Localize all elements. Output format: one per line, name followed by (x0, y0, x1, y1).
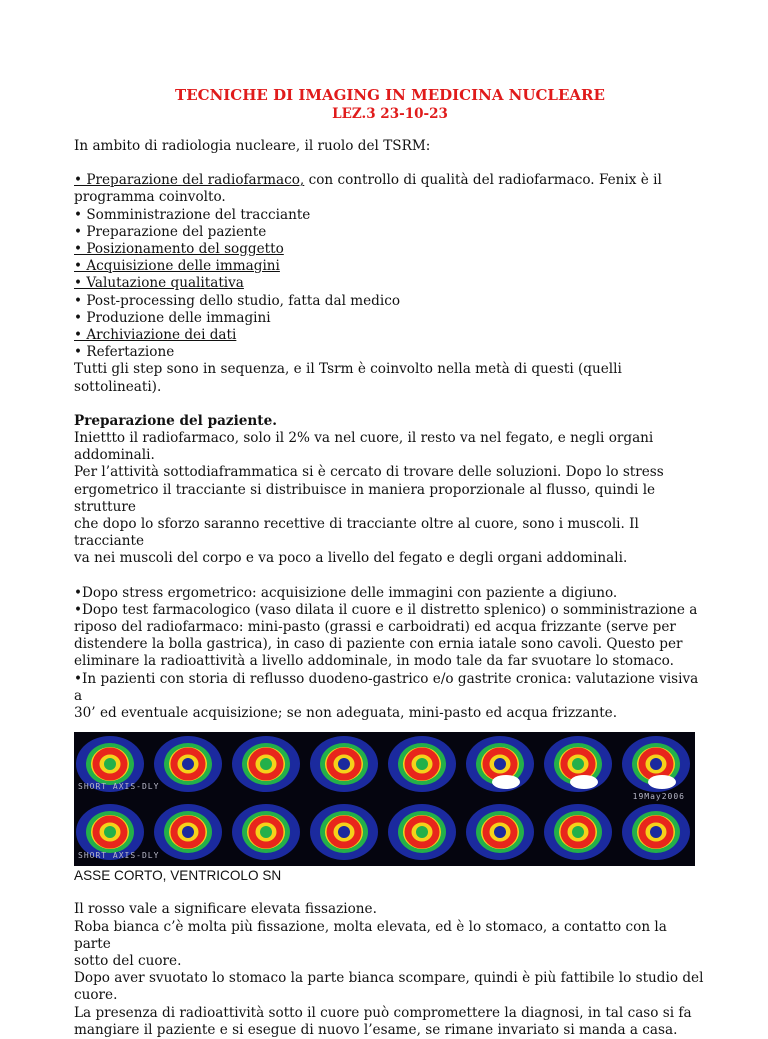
section-paragraph (74, 430, 706, 568)
spect-frame (388, 804, 456, 860)
step-line (74, 344, 706, 361)
intro-paragraph: In ambito di radiologia nucleare, il ruolo del TSRM: (74, 138, 431, 154)
closing-line: mangiare il paziente e si esegue di nuovo l’esame, se rimane invariato si manda a casa. (74, 1021, 678, 1038)
strip-label-bottom: SHORT AXIS-DLY (78, 851, 160, 861)
bullet-line: eliminare la radioattività a livello addominale, in modo tale da far svuotare lo stomaco. (74, 653, 674, 670)
page-title: TECNICHE DI IMAGING IN MEDICINA NUCLEARE (175, 86, 605, 104)
step-underlined: • Preparazione del radiofarmaco, (74, 172, 305, 189)
bullets-paragraph (74, 585, 706, 723)
spect-frame (544, 736, 612, 792)
spect-frame (232, 804, 300, 860)
spect-frame (154, 736, 222, 792)
step-text: • Somministrazione del tracciante (74, 206, 311, 223)
document-page (74, 86, 706, 1039)
step-line (74, 207, 706, 224)
closing-line: sotto del cuore. (74, 952, 182, 969)
step-underlined: • Archiviazione dei dati (74, 327, 237, 344)
lecture-subtitle: LEZ.3 23-10-23 (332, 106, 448, 122)
spect-frame (310, 736, 378, 792)
spect-frame (544, 804, 612, 860)
step-line (74, 327, 706, 344)
spect-frame (466, 804, 534, 860)
tsrm-steps-list (74, 172, 706, 361)
spect-frame (388, 736, 456, 792)
date-stamp: 19May2006 (632, 792, 685, 802)
step-underlined: • Valutazione qualitativa (74, 275, 244, 292)
closing-paragraph (74, 901, 706, 1039)
step-text: programma coinvolto. (74, 189, 226, 206)
step-underlined: • Posizionamento del soggetto (74, 241, 284, 258)
spect-frame (232, 736, 300, 792)
bullet-line: •Dopo stress ergometrico: acquisizione delle immagini con paziente a digiuno. (74, 584, 618, 601)
step-line (74, 172, 706, 189)
step-line (74, 224, 706, 241)
bullet-line: •Dopo test farmacologico (vaso dilata il cuore e il distretto splenico) o somministrazione a (74, 601, 698, 618)
step-text: • Preparazione del paziente (74, 223, 267, 240)
spect-frame (466, 736, 534, 792)
bullet-line: •In pazienti con storia di reflusso duodeno-gastrico e/o gastrite cronica: valutazione visiva a (74, 670, 699, 704)
spect-short-axis-image (74, 732, 695, 866)
bullet-line: 30’ ed eventuale acquisizione; se non adeguata, mini-pasto ed acqua frizzante. (74, 705, 618, 722)
spect-frame (310, 804, 378, 860)
step-line (74, 275, 706, 292)
step-line (74, 189, 706, 206)
bullet-line: riposo del radiofarmaco: mini-pasto (grassi e carboidrati) ed acqua frizzante (serve per (74, 619, 676, 636)
step-line (74, 293, 706, 310)
spect-frame (622, 736, 690, 792)
section-line: Iniettto il radiofarmaco, solo il 2% va nel cuore, il resto va nel fegato, e negli organi addominali. (74, 430, 654, 464)
spect-frames-svg (74, 802, 695, 862)
step-text: • Refertazione (74, 344, 175, 361)
frame-row-top (74, 734, 695, 794)
section-line: Per l’attività sottodiaframmatica si è cercato di trovare delle soluzioni. Dopo lo stress (74, 464, 664, 481)
steps-note: Tutti gli step sono in sequenza, e il Tsrm è coinvolto nella metà di questi (quelli sottolineati). (74, 361, 622, 395)
spect-frames-svg (74, 734, 695, 794)
section-line: va nei muscoli del corpo e va poco a livello del fegato e degli organi addominali. (74, 550, 628, 567)
step-text: • Produzione delle immagini (74, 309, 271, 326)
spect-frame (622, 804, 690, 860)
closing-line: La presenza di radioattività sotto il cuore può compromettere la diagnosi, in tal caso si fa (74, 1004, 692, 1021)
step-line (74, 310, 706, 327)
spect-frame (154, 804, 222, 860)
closing-line: Dopo aver svuotato lo stomaco la parte bianca scompare, quindi è più fattibile lo studio del (74, 970, 704, 987)
step-underlined: • Acquisizione delle immagini (74, 258, 280, 275)
closing-line: Roba bianca c’è molta più fissazione, molta elevata, ed è lo stomaco, a contatto con la parte (74, 918, 667, 952)
section-heading: Preparazione del paziente. (74, 412, 277, 429)
figure-caption: ASSE CORTO, VENTRICOLO SN (74, 868, 282, 884)
frame-row-bottom (74, 802, 695, 862)
section-line: che dopo lo sforzo saranno recettive di tracciante oltre al cuore, sono i muscoli. Il tracciante (74, 516, 639, 550)
step-line (74, 258, 706, 275)
bullet-line: distendere la bolla gastrica), in caso di paziente con ernia iatale sono cavoli. Questo per (74, 636, 683, 653)
step-text: con controllo di qualità del radiofarmaco. Fenix è il (304, 172, 662, 189)
strip-label-top: SHORT AXIS-DLY (78, 782, 160, 792)
closing-line: cuore. (74, 987, 118, 1004)
closing-line: Il rosso vale a significare elevata fissazione. (74, 901, 377, 918)
section-line: ergometrico il tracciante si distribuisce in maniera proporzionale al flusso, quindi le strutture (74, 481, 656, 515)
step-text: • Post-processing dello studio, fatta dal medico (74, 292, 401, 309)
step-line (74, 241, 706, 258)
